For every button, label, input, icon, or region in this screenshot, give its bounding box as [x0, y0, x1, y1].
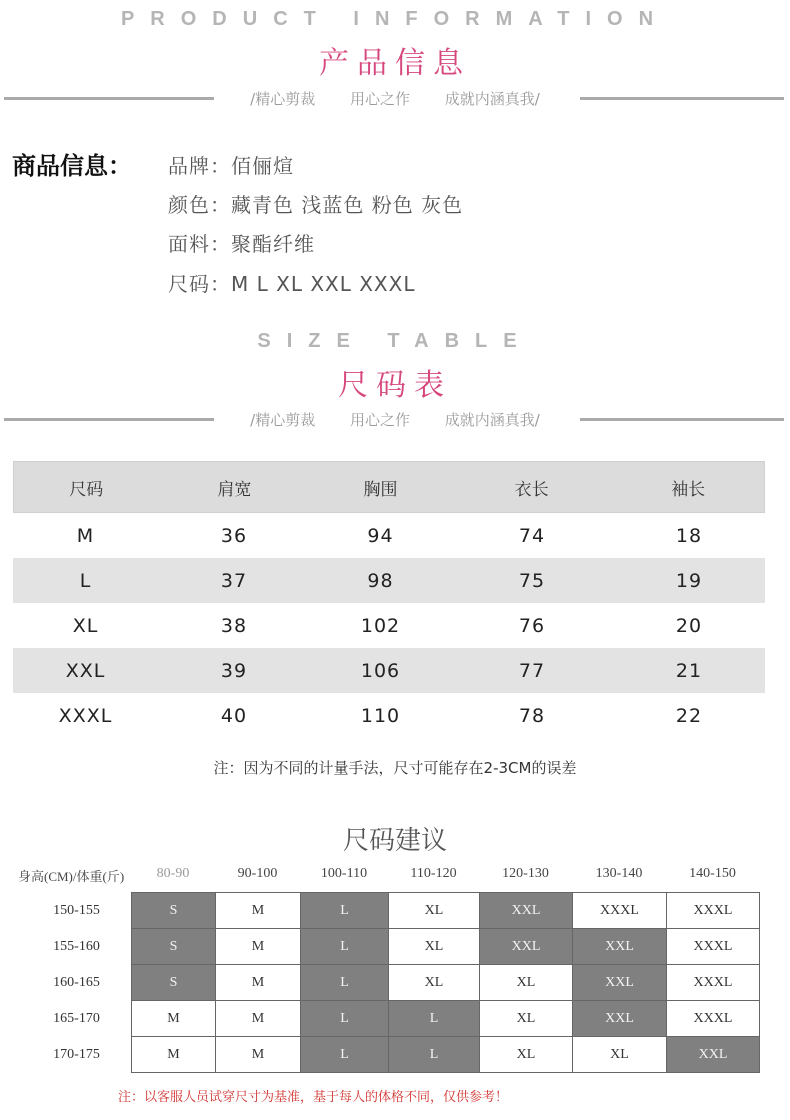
weight-header: 120-130 [502, 866, 549, 881]
table-cell: 78 [518, 704, 546, 727]
grid-cell: XXXL [667, 893, 760, 929]
weight-header: 100-110 [320, 866, 368, 881]
table-cell: 20 [675, 614, 703, 637]
grid-cell: XL [573, 1037, 667, 1073]
table-cell: 102 [360, 614, 401, 637]
grid-cell: S [132, 893, 216, 929]
recommendation-note: 注：以客服人员试穿尺寸为基准，基于每人的体格不同，仅供参考！ [118, 1090, 509, 1105]
product-info-heading: 商品信息： [12, 152, 132, 180]
grid-cell: XXXL [667, 929, 760, 965]
grid-cell: S [132, 929, 216, 965]
info-line-brand: 品牌：佰俪煊 [168, 154, 294, 178]
table-cell: 39 [220, 659, 248, 682]
divider-tagline: /精心剪裁 用心之作 成就内涵真我/ [250, 90, 540, 108]
grid-cell: XXL [573, 965, 667, 1001]
grid-cell: XXL [667, 1037, 760, 1073]
grid-row [132, 965, 760, 1001]
grid-cell: M [216, 965, 301, 1001]
size-table [13, 461, 765, 738]
grid-cell: XXXL [573, 893, 667, 929]
weight-header: 130-140 [595, 866, 643, 881]
table-row [13, 693, 765, 738]
grid-row [132, 893, 760, 929]
grid-cell: XXXL [667, 965, 760, 1001]
weight-header: 90-100 [237, 866, 278, 881]
table-cell: 21 [675, 659, 703, 682]
header-cell-size: 尺码 [69, 479, 104, 500]
recommendation-header [0, 866, 790, 886]
corner-label: 身高(CM)/体重(斤) [18, 869, 125, 884]
table-cell: 76 [518, 614, 546, 637]
table-cell: 37 [220, 569, 248, 592]
height-labels [0, 892, 131, 1072]
divider-tagline: /精心剪裁 用心之作 成就内涵真我/ [250, 411, 540, 429]
header-cell-shoulder: 肩宽 [217, 479, 252, 500]
grid-cell: XL [389, 893, 480, 929]
grid-cell: L [389, 1037, 480, 1073]
grid-cell: XXL [573, 1001, 667, 1037]
grid-cell: XXL [480, 893, 573, 929]
grid-cell: XXL [573, 929, 667, 965]
grid-cell: S [132, 965, 216, 1001]
header-cell-chest: 胸围 [363, 479, 398, 500]
grid-cell: M [216, 929, 301, 965]
table-cell: 94 [367, 524, 394, 547]
header-cell-sleeve: 袖长 [671, 479, 706, 500]
table-cell: XXL [65, 659, 106, 682]
grid-row [132, 929, 760, 965]
table-cell: 75 [518, 569, 546, 592]
grid-cell: M [132, 1037, 216, 1073]
grid-cell: XXXL [667, 1001, 760, 1037]
table-row [13, 513, 765, 558]
height-label: 160-165 [53, 975, 100, 990]
table-cell: 18 [675, 524, 703, 547]
info-line-fabric: 面料：聚酯纤维 [168, 232, 315, 256]
grid-row [132, 1001, 760, 1037]
height-label: 150-155 [53, 903, 100, 918]
grid-cell: XL [480, 1001, 573, 1037]
grid-cell: L [301, 1037, 389, 1073]
product-info-en-title: PRODUCT INFORMATION [120, 8, 670, 30]
grid-row [132, 1037, 760, 1073]
size-recommendation-title: 尺码建议 [342, 826, 447, 856]
product-info-divider [0, 88, 790, 108]
grid-cell: M [216, 893, 301, 929]
header-cell-length: 衣长 [514, 479, 549, 500]
size-table-header [13, 461, 765, 513]
weight-header: 140-150 [689, 866, 736, 881]
table-cell: L [79, 569, 92, 592]
table-cell: 38 [220, 614, 248, 637]
info-line-size: 尺码：M L XL XXL XXXL [168, 272, 416, 296]
size-recommendation-grid [131, 892, 760, 1073]
grid-cell: M [132, 1001, 216, 1037]
info-line-color: 颜色：藏青色 浅蓝色 粉色 灰色 [168, 193, 464, 217]
table-row [13, 603, 765, 648]
product-info-cn-title: 产品信息 [319, 46, 471, 81]
table-cell: 40 [220, 704, 248, 727]
grid-cell: XL [480, 965, 573, 1001]
table-cell: 74 [518, 524, 546, 547]
table-cell: 77 [518, 659, 546, 682]
table-row [13, 648, 765, 693]
height-label: 155-160 [53, 939, 100, 954]
size-table-cn-title: 尺码表 [338, 368, 452, 403]
table-cell: M [76, 524, 95, 547]
grid-cell: M [216, 1037, 301, 1073]
grid-cell: L [389, 1001, 480, 1037]
table-cell: 22 [675, 704, 703, 727]
size-table-en-title: SIZE TABLE [257, 330, 533, 352]
size-table-note: 注：因为不同的计量手法，尺寸可能存在2-3CM的误差 [213, 759, 577, 777]
table-cell: 98 [367, 569, 394, 592]
grid-cell: XXL [480, 929, 573, 965]
grid-cell: L [301, 1001, 389, 1037]
table-cell: 110 [360, 704, 401, 727]
grid-cell: M [216, 1001, 301, 1037]
table-cell: XL [72, 614, 99, 637]
weight-header: 110-120 [410, 866, 457, 881]
table-cell: 36 [220, 524, 248, 547]
table-cell: 19 [675, 569, 703, 592]
table-cell: 106 [360, 659, 401, 682]
table-cell: XXXL [58, 704, 113, 727]
grid-cell: XL [389, 929, 480, 965]
height-label: 165-170 [53, 1011, 100, 1026]
weight-header: 80-90 [156, 866, 190, 881]
grid-cell: L [301, 929, 389, 965]
grid-cell: XL [480, 1037, 573, 1073]
height-label: 170-175 [53, 1047, 100, 1062]
grid-cell: L [301, 965, 389, 1001]
size-table-divider [0, 409, 790, 429]
grid-cell: XL [389, 965, 480, 1001]
grid-cell: L [301, 893, 389, 929]
table-row [13, 558, 765, 603]
